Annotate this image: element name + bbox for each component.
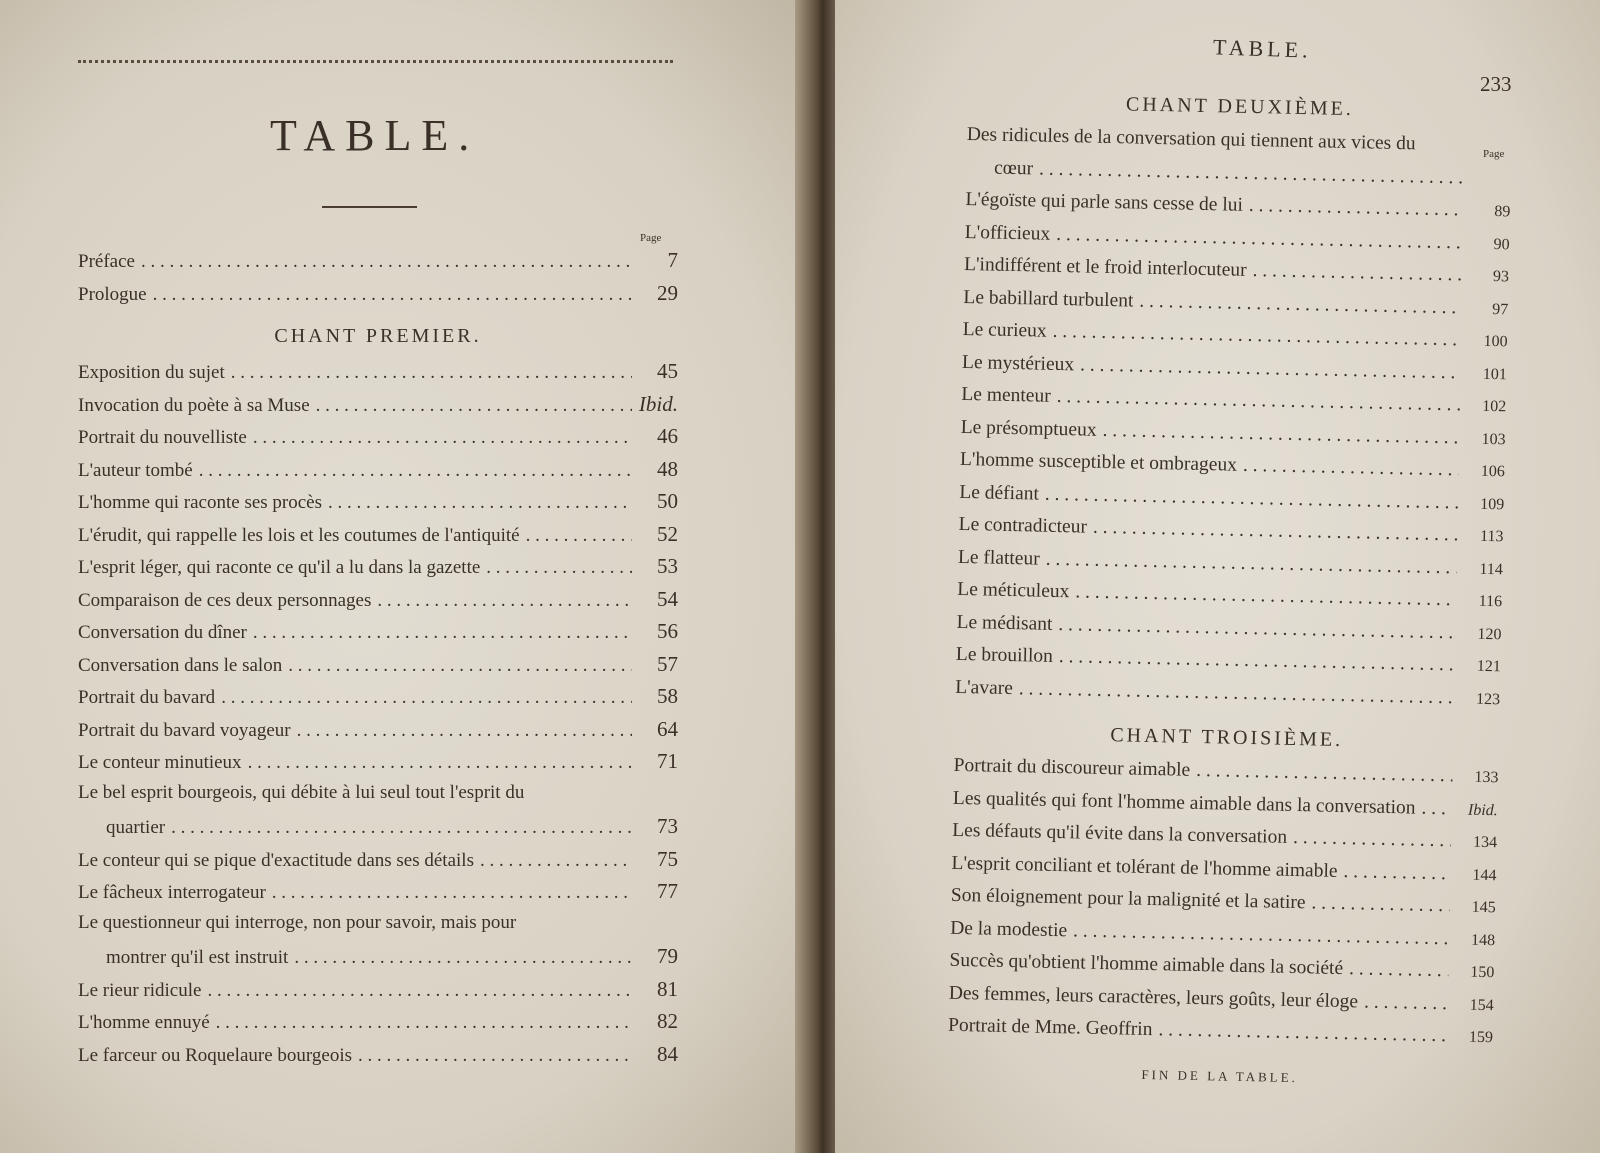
entry-title: Exposition du sujet [78, 362, 225, 383]
entry-title: Le flatteur [957, 546, 1040, 570]
entry-title: Invocation du poète à sa Muse [78, 394, 310, 416]
entry-title: Le contradicteur [958, 513, 1088, 538]
entry-title: Conversation du dîner [78, 622, 247, 643]
entry-page: 75 [657, 846, 678, 871]
page-column-label: Page [1483, 148, 1505, 160]
entry-page: 121 [1476, 657, 1501, 676]
dot-leader [231, 362, 632, 384]
entry-title: L'indifférent et le froid interlocuteur [963, 253, 1247, 281]
entry-page: 101 [1482, 365, 1508, 383]
entry-title: Le conteur qui se pique d'exactitude dans ses détails [78, 849, 474, 871]
toc-entry [78, 782, 678, 815]
dot-leader [1421, 797, 1452, 820]
entry-page: 93 [1492, 268, 1510, 286]
entry-title: Le bel esprit bourgeois, qui débite à lui seul tout l'esprit du [78, 781, 525, 803]
dot-leader [1311, 892, 1450, 917]
page-column-label: Page [640, 232, 662, 244]
end-note: FIN DE LA TABLE. [1141, 1066, 1299, 1085]
entry-title: L'homme susceptible et ombrageux [959, 448, 1238, 476]
toc-entry [78, 977, 678, 1010]
toc-entry [78, 489, 678, 522]
dot-leader [1196, 760, 1453, 787]
entry-title-continuation: cœur [993, 157, 1034, 179]
dot-leader [480, 850, 632, 872]
entry-title: L'officieux [964, 221, 1051, 245]
entry-title: Prologue [78, 283, 147, 305]
toc-entry-continuation [78, 814, 678, 847]
entry-page: 154 [1469, 996, 1494, 1014]
entry-title: Le curieux [962, 318, 1047, 342]
dot-leader [1293, 827, 1452, 852]
dot-leader [171, 817, 632, 839]
dot-leader [216, 1012, 632, 1034]
entry-title-continuation: quartier [106, 817, 166, 838]
entry-title: Les défauts qu'il évite dans la conversation [952, 819, 1288, 848]
dot-leader [526, 525, 632, 547]
entry-page: 50 [657, 489, 678, 513]
entry-page: 114 [1479, 560, 1504, 578]
dot-leader [297, 720, 632, 742]
right-page [835, 0, 1600, 1153]
entry-page: 100 [1483, 332, 1508, 351]
toc-list [78, 248, 678, 1074]
entry-page: 109 [1480, 495, 1505, 513]
entry-title: L'égoïste qui parle sans cesse de lui [965, 188, 1244, 216]
entry-page: 90 [1493, 235, 1510, 253]
entry-page: 103 [1481, 430, 1506, 448]
entry-title: Portrait du discoureur aimable [953, 754, 1191, 781]
entry-title: L'érudit, qui rappelle les lois et les coutumes de l'antiquité [78, 524, 520, 546]
entry-title: L'esprit léger, qui raconte ce qu'il a lu dans la gazette [78, 557, 481, 578]
toc-entry [78, 619, 678, 652]
dot-leader [294, 947, 632, 969]
entry-title: L'homme ennuyé [78, 1012, 210, 1033]
entry-title: Le médisant [956, 611, 1053, 635]
entry-title: Son éloignement pour la malignité et la satire [950, 884, 1306, 914]
entry-title: Les qualités qui font l'homme aimable dans la conversation [952, 787, 1416, 819]
title-divider [322, 206, 417, 208]
dot-leader [358, 1045, 632, 1067]
section-heading: CHANT DEUXIÈME. [1125, 93, 1355, 121]
entry-page: 106 [1480, 462, 1506, 481]
entry-page: Ibid. [1467, 801, 1498, 819]
page-title: TABLE. [270, 111, 480, 160]
dot-leader [486, 557, 632, 579]
dot-leader [1349, 958, 1449, 982]
entry-page: 148 [1470, 931, 1496, 949]
entry-title: L'esprit conciliant et tolérant de l'homme aimable [951, 852, 1338, 882]
toc-entry [78, 522, 678, 555]
toc-entry [78, 554, 678, 587]
toc-entry [78, 587, 678, 620]
toc-list [947, 78, 1513, 1105]
entry-title: De la modestie [949, 917, 1068, 941]
toc-entry [78, 652, 678, 685]
dot-leader [1243, 455, 1459, 482]
entry-title: Le questionneur qui interroge, non pour savoir, mais pour [78, 911, 517, 933]
entry-title: Préface [78, 251, 135, 272]
entry-page: 46 [657, 424, 678, 448]
entry-page: 58 [657, 684, 678, 708]
dot-leader [253, 427, 632, 449]
entry-page: 48 [657, 456, 678, 481]
entry-title: Portrait du nouvelliste [78, 427, 247, 448]
entry-page: 82 [657, 1009, 678, 1033]
entry-title: Le babillard turbulent [963, 286, 1134, 312]
dot-leader [199, 460, 632, 482]
entry-page: Ibid. [638, 391, 678, 416]
entry-title: Des ridicules de la conversation qui tiennent aux vices du [966, 123, 1416, 155]
entry-title: Conversation dans le salon [78, 654, 283, 676]
toc-entry-continuation [78, 944, 678, 977]
entry-title: Portrait du bavard voyageur [78, 719, 291, 741]
entry-title: Le défiant [959, 481, 1040, 505]
dot-leader [1249, 195, 1465, 222]
entry-title: Le menteur [961, 383, 1051, 407]
entry-page: 102 [1482, 397, 1507, 416]
entry-page: 54 [657, 586, 678, 611]
entry-title-continuation: montrer qu'il est instruit [106, 947, 289, 968]
entry-page: 81 [657, 976, 678, 1001]
entry-page: 144 [1472, 866, 1497, 884]
toc-entry [78, 847, 678, 880]
dot-leader [253, 622, 632, 644]
dot-leader [248, 752, 632, 774]
entry-title: Le méticuleux [957, 578, 1070, 603]
entry-page: 56 [657, 619, 678, 643]
dot-leader [377, 590, 632, 612]
entry-title: Le farceur ou Roquelaure bourgeois [78, 1044, 352, 1066]
entry-page: 53 [657, 554, 678, 578]
entry-page: 77 [657, 879, 678, 903]
toc-entry [78, 392, 678, 425]
section-heading: CHANT TROISIÈME. [1110, 724, 1344, 751]
entry-page: 123 [1475, 690, 1501, 708]
entry-page: 57 [657, 651, 678, 676]
entry-title: Comparaison de ces deux personnages [78, 589, 372, 611]
dot-leader [1252, 260, 1463, 286]
toc-entry [78, 1042, 678, 1075]
folio: 233 [1480, 72, 1512, 96]
entry-page: 89 [1494, 203, 1511, 221]
entry-page: 29 [657, 280, 678, 305]
dot-leader [328, 492, 632, 514]
dot-leader [141, 251, 632, 273]
entry-title: Portrait de Mme. Geoffrin [947, 1014, 1153, 1041]
entry-page: 71 [657, 749, 678, 773]
toc-entry [78, 749, 678, 782]
toc-entry [78, 281, 678, 314]
dot-leader [153, 284, 632, 306]
entry-title: L'avare [955, 676, 1014, 699]
entry-page: 84 [657, 1041, 678, 1066]
entry-page: 79 [657, 944, 678, 968]
dot-leader [288, 655, 632, 677]
entry-page: 52 [657, 521, 678, 546]
entry-title: Le conteur minutieux [78, 752, 242, 773]
entry-page: 116 [1478, 592, 1503, 611]
toc-entry [78, 424, 678, 457]
entry-title: Succès qu'obtient l'homme aimable dans la société [949, 949, 1344, 980]
dot-leader [221, 687, 632, 709]
entry-page: 133 [1474, 768, 1499, 787]
toc-entry [78, 717, 678, 750]
entry-page: 120 [1477, 625, 1502, 643]
dot-leader [1158, 1019, 1447, 1047]
entry-page: 145 [1471, 898, 1496, 917]
entry-title: L'auteur tombé [78, 459, 193, 481]
section-heading: CHANT PREMIER. [274, 325, 482, 347]
entry-title: L'homme qui raconte ses procès [78, 492, 323, 513]
entry-page: 159 [1468, 1028, 1494, 1047]
entry-title: Le brouillon [955, 643, 1054, 667]
toc-entry [78, 457, 678, 490]
dot-leader [316, 395, 632, 417]
entry-title: Le mystérieux [961, 351, 1075, 375]
entry-title: Des femmes, leurs caractères, leurs goûts, leur éloge [948, 982, 1359, 1012]
entry-title: Le rieur ridicule [78, 979, 202, 1001]
toc-entry [78, 912, 678, 945]
entry-title: Le présomptueux [960, 416, 1097, 441]
entry-page: 64 [657, 716, 678, 741]
toc-entry [78, 248, 678, 281]
running-head: TABLE. [1212, 34, 1313, 63]
entry-title: Portrait du bavard [78, 687, 216, 708]
entry-page: 73 [657, 814, 678, 838]
toc-entry [78, 879, 678, 912]
dot-leader [272, 882, 632, 904]
dot-leader [1364, 991, 1448, 1015]
entry-page [1471, 183, 1511, 184]
ornamental-rule [78, 60, 673, 63]
entry-title: Le fâcheux interrogateur [78, 882, 266, 903]
toc-entry [78, 359, 678, 392]
entry-page: 97 [1492, 300, 1509, 318]
entry-page: 7 [667, 248, 678, 272]
entry-page: 150 [1470, 963, 1495, 982]
dot-leader [1343, 861, 1450, 885]
entry-page: 45 [657, 359, 678, 383]
toc-entry [78, 684, 678, 717]
entry-page: 113 [1479, 527, 1504, 546]
entry-page: 134 [1472, 833, 1498, 852]
dot-leader [207, 980, 632, 1002]
toc-entry [78, 1009, 678, 1042]
